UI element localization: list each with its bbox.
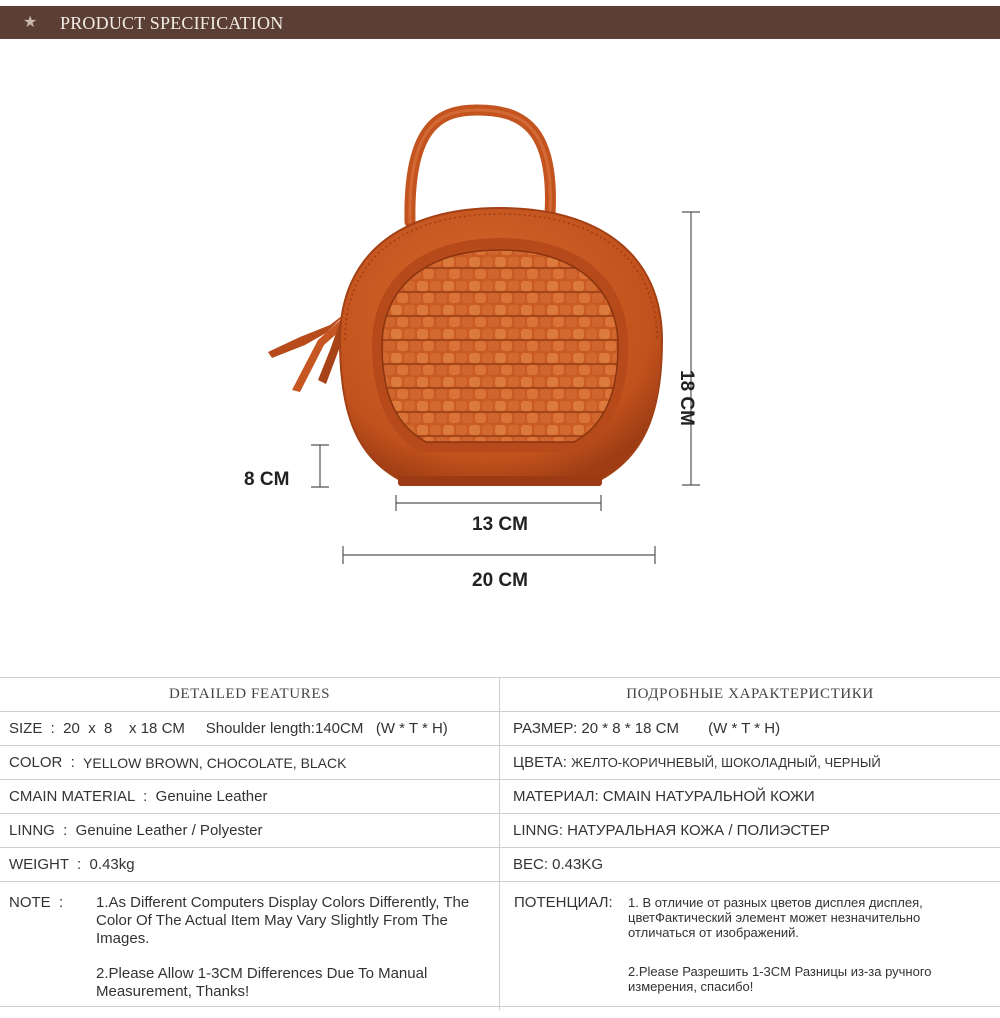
inner-width-dimension-label: 13 CM [472, 514, 528, 535]
note-ru-label: ПОТЕНЦИАЛ: [514, 894, 613, 911]
star-icon: ★ [23, 14, 38, 31]
handbag-illustration [0, 40, 1000, 640]
material-ru: МАТЕРИАЛ: CMAIN НАТУРАЛЬНОЙ КОЖИ [513, 788, 815, 805]
color-ru-label: ЦВЕТА: [513, 754, 572, 771]
table-bottom-border [0, 1006, 1000, 1007]
table-row [0, 814, 1000, 848]
width-dimension-label: 20 CM [472, 570, 528, 591]
table-row [0, 712, 1000, 746]
woven-panel [382, 250, 618, 442]
table-row [0, 848, 1000, 882]
note-ru-item: 1. В отличие от разных цветов дисплея дисплея, цветФактический элемент может незначительно отличаться от изображений. [628, 895, 923, 940]
lining-ru: LINNG: НАТУРАЛЬНАЯ КОЖА / ПОЛИЭСТЕР [513, 822, 830, 839]
note-ru-text [628, 895, 988, 1018]
section-title: PRODUCT SPECIFICATION [60, 13, 284, 33]
weight-ru: ВЕС: 0.43KG [513, 856, 604, 873]
table-header-row [0, 678, 1000, 712]
table-row [0, 746, 1000, 780]
lining-en: LINNG : Genuine Leather / Polyester [9, 822, 263, 839]
header-en: DETAILED FEATURES [168, 686, 331, 702]
depth-dimension-label: 8 CM [244, 469, 290, 490]
table-row [0, 780, 1000, 814]
header-ru: ПОДРОБНЫЕ ХАРАКТЕРИСТИКИ [626, 686, 874, 702]
color-en-value: YELLOW BROWN, CHOCOLATE, BLACK [83, 754, 347, 771]
spec-table [0, 677, 1000, 1010]
note-ru [500, 882, 1000, 1010]
note-en-item: 2.Please Allow 1-3CM Differences Due To Manual Measurement, Thanks! [96, 965, 428, 1000]
color-ru-value: ЖЕЛТО-КОРИЧНЕВЫЙ, ШОКОЛАДНЫЙ, ЧЕРНЫЙ [571, 755, 881, 770]
note-en-text [96, 894, 491, 1018]
size-ru: РАЗМЕР: 20 * 8 * 18 CM (W * T * H) [513, 720, 781, 737]
color-ru [500, 746, 1000, 779]
size-en: SIZE : 20 x 8 x 18 CM Shoulder length:140CM (W * T * H) [9, 720, 448, 737]
note-ru-item: 2.Please Разрешить 1-3CM Разницы из-за ручного измерения, спасибо! [628, 964, 932, 994]
section-header [0, 6, 1000, 39]
color-en [0, 746, 499, 779]
table-row [0, 882, 1000, 1011]
note-en [0, 882, 499, 1010]
height-dimension-label: 18 CM [676, 370, 697, 426]
weight-en: WEIGHT : 0.43kg [9, 856, 135, 873]
note-en-label: NOTE : [9, 894, 64, 911]
note-en-item: 1.As Different Computers Display Colors Differently, The Color Of The Actual Item May Vary Slightly From The Images. [96, 894, 470, 947]
product-figure [0, 40, 1000, 640]
color-en-label: COLOR : [9, 754, 80, 771]
material-en: CMAIN MATERIAL : Genuine Leather [9, 788, 268, 805]
